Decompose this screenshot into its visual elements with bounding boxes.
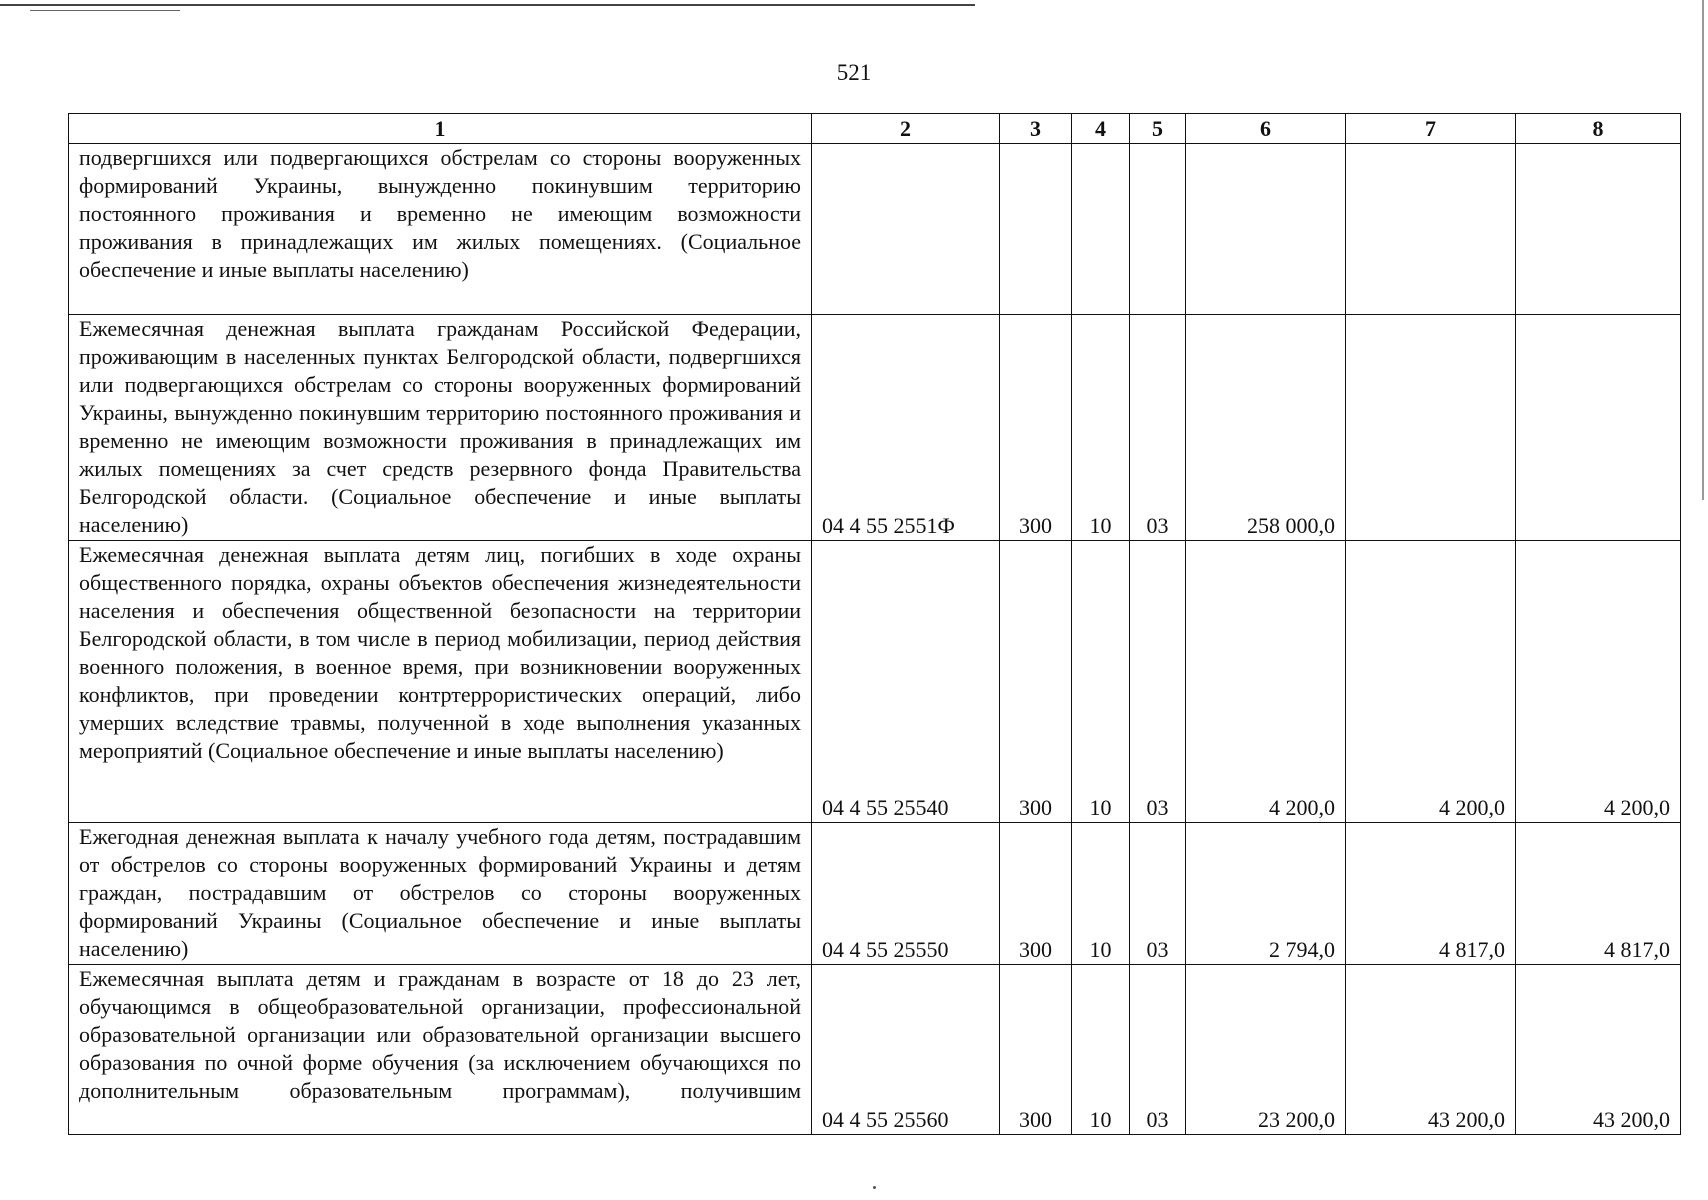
table-row (69, 823, 1681, 965)
row-description: подвергшихся или подвергающихся обстрелам со стороны вооруженных формирований Украины, вынужденно покинувшим территорию постоянного проживания и временно не имеющим возможности проживания в принадлежащих им жилых помещениях. (Социальное обеспечение и иные выплаты населению) (69, 144, 812, 315)
header-cell: 4 (1072, 114, 1130, 144)
header-cell: 6 (1186, 114, 1346, 144)
row-c5 (1130, 144, 1186, 315)
table-row (69, 541, 1681, 823)
row-c4: 10 (1072, 965, 1130, 1135)
row-c3: 300 (1000, 315, 1072, 541)
row-c3: 300 (1000, 541, 1072, 823)
row-c5: 03 (1130, 541, 1186, 823)
top-rule (0, 4, 975, 6)
row-c6: 4 200,0 (1186, 541, 1346, 823)
table-row (69, 965, 1681, 1135)
row-c6: 2 794,0 (1186, 823, 1346, 965)
table-row (69, 315, 1681, 541)
row-description: Ежемесячная денежная выплата детям лиц, погибших в ходе охраны общественного порядка, охраны объектов обеспечения жизнедеятельности населения и обеспечения общественной безопасности на территории Белгородской области, в том числе в период мобилизации, период действия военного положения, в военное время, при возникновении вооруженных конфликтов, при проведении контртеррористических операций, либо умерших вследствие травмы, полученной в ходе выполнения указанных мероприятий (Социальное обеспечение и иные выплаты населению) (69, 541, 812, 823)
budget-table (68, 113, 1681, 1135)
row-c6: 258 000,0 (1186, 315, 1346, 541)
row-c8 (1516, 144, 1681, 315)
row-c8: 4 200,0 (1516, 541, 1681, 823)
row-c8: 43 200,0 (1516, 965, 1681, 1135)
row-c7: 43 200,0 (1346, 965, 1516, 1135)
row-c7: 4 817,0 (1346, 823, 1516, 965)
header-cell: 1 (69, 114, 812, 144)
row-c4: 10 (1072, 823, 1130, 965)
row-c7: 4 200,0 (1346, 541, 1516, 823)
row-description: Ежегодная денежная выплата к началу учебного года детям, пострадавшим от обстрелов со стороны вооруженных формирований Украины и детям граждан, пострадавшим от обстрелов со стороны вооруженных формирований Украины (Социальное обеспечение и иные выплаты населению) (69, 823, 812, 965)
row-c8 (1516, 315, 1681, 541)
page-number: 521 (836, 60, 872, 85)
row-code (812, 144, 1000, 315)
row-c6 (1186, 144, 1346, 315)
row-c7 (1346, 315, 1516, 541)
row-c3: 300 (1000, 823, 1072, 965)
row-c7 (1346, 144, 1516, 315)
row-c5: 03 (1130, 315, 1186, 541)
row-code: 04 4 55 25550 (812, 823, 1000, 965)
row-description: Ежемесячная денежная выплата гражданам Российской Федерации, проживающим в населенных пунктах Белгородской области, подвергшихся или подвергающихся обстрелам со стороны вооруженных формирований Украины, вынужденно покинувшим территорию постоянного проживания и временно не имеющим возможности проживания в принадлежащих им жилых помещениях за счет средств резервного фонда Правительства Белгородской области. (Социальное обеспечение и иные выплаты населению) (69, 315, 812, 541)
header-cell: 2 (812, 114, 1000, 144)
row-c8: 4 817,0 (1516, 823, 1681, 965)
top-rule-short (30, 10, 180, 11)
header-cell: 5 (1130, 114, 1186, 144)
row-c5: 03 (1130, 823, 1186, 965)
row-c4: 10 (1072, 315, 1130, 541)
row-c5: 03 (1130, 965, 1186, 1135)
header-cell: 7 (1346, 114, 1516, 144)
row-c6: 23 200,0 (1186, 965, 1346, 1135)
row-c4 (1072, 144, 1130, 315)
header-cell: 8 (1516, 114, 1681, 144)
row-code: 04 4 55 2551Ф (812, 315, 1000, 541)
table-row (69, 144, 1681, 315)
header-cell: 3 (1000, 114, 1072, 144)
row-c3 (1000, 144, 1072, 315)
row-c4: 10 (1072, 541, 1130, 823)
row-code: 04 4 55 25540 (812, 541, 1000, 823)
row-code: 04 4 55 25560 (812, 965, 1000, 1135)
scan-speck (873, 1186, 876, 1189)
header-row (69, 114, 1681, 144)
row-description: Ежемесячная выплата детям и гражданам в возрасте от 18 до 23 лет, обучающимся в общеобразовательной организации, профессиональной образовательной организации или образовательной организации высшего образования по очной форме обучения (за исключением обучающихся по дополнительным образовательным программам), получившим (69, 965, 812, 1135)
row-c3: 300 (1000, 965, 1072, 1135)
